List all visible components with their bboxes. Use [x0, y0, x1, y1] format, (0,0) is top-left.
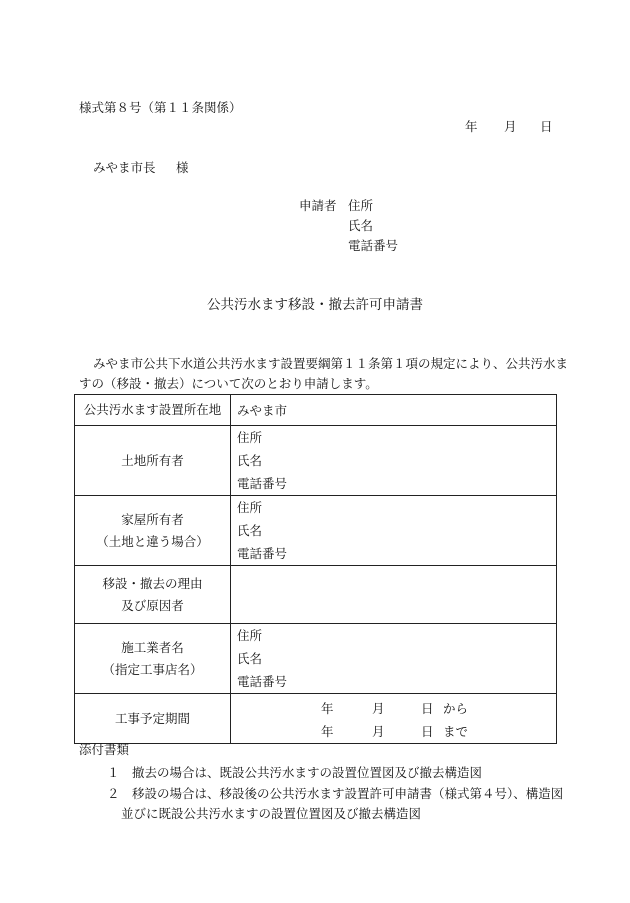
table-row-contractor [75, 624, 557, 694]
period-label: 工事予定期間 [75, 694, 231, 744]
house-owner-label-line-2: （土地と違う場合） [96, 533, 209, 549]
house-owner-phone-label: 電話番号 [237, 546, 288, 561]
location-label: 公共汚水ます設置所在地 [75, 395, 231, 426]
date-day-label: 日 [540, 119, 553, 134]
attachment-item-2-line-1: ２ 移設の場合は、移設後の公共汚水ます設置許可申請書（様式第４号）、構造図 [107, 786, 564, 801]
period-from-day: 日 [421, 700, 434, 716]
period-to-month: 月 [372, 723, 385, 739]
date-month-label: 月 [504, 119, 517, 134]
date-year-label: 年 [465, 119, 478, 134]
reason-label [75, 566, 231, 624]
house-owner-name-label: 氏名 [237, 523, 263, 538]
house-owner-label-line-1: 家屋所有者 [121, 511, 184, 527]
applicant-title: 申請者 [299, 198, 337, 213]
house-owner-field[interactable] [231, 496, 557, 566]
attachments-heading: 添付書類 [79, 742, 130, 757]
reason-field[interactable] [231, 566, 557, 624]
addressee-honorific: 様 [176, 160, 189, 175]
contractor-address-label: 住所 [237, 628, 263, 643]
period-from-year: 年 [321, 700, 334, 716]
house-owner-address-label: 住所 [237, 500, 263, 515]
period-to-line [231, 719, 556, 742]
applicant-name-label: 氏名 [348, 218, 374, 233]
applicant-phone-label: 電話番号 [348, 238, 399, 253]
period-to-suffix: まで [443, 723, 469, 739]
period-from-line [231, 696, 556, 719]
period-to-day: 日 [421, 723, 434, 739]
table-row-land-owner [75, 426, 557, 496]
intro-line-1: みやま市公共下水道公共汚水ます設置要綱第１１条第１項の規定により、公共汚水ま [93, 356, 569, 371]
contractor-name-label: 氏名 [237, 651, 263, 666]
land-owner-field[interactable] [231, 426, 557, 496]
attachment-item-1: １ 撤去の場合は、既設公共汚水ますの設置位置図及び撤去構造図 [107, 765, 483, 780]
contractor-field[interactable] [231, 624, 557, 694]
land-owner-name-label: 氏名 [237, 453, 263, 468]
table-row-location [75, 395, 557, 426]
attachment-item-2-line-2: 並びに既設公共汚水ますの設置位置図及び撤去構造図 [121, 806, 422, 821]
intro-line-2: すの（移設・撤去）について次のとおり申請します。 [79, 376, 378, 391]
period-from-suffix: から [443, 700, 469, 716]
table-row-period [75, 694, 557, 744]
table-row-house-owner [75, 496, 557, 566]
reason-label-line-1: 移設・撤去の理由 [102, 575, 203, 591]
application-table [74, 394, 557, 744]
table-row-reason [75, 566, 557, 624]
period-from-month: 月 [372, 700, 385, 716]
applicant-address-label: 住所 [348, 198, 374, 213]
form-number: 様式第８号（第１１条関係） [79, 100, 242, 115]
period-field[interactable] [231, 694, 557, 744]
period-to-year: 年 [321, 723, 334, 739]
land-owner-label: 土地所有者 [75, 426, 231, 496]
contractor-label-line-2: （指定工事店名） [102, 661, 203, 677]
house-owner-label [75, 496, 231, 566]
land-owner-phone-label: 電話番号 [237, 476, 288, 491]
document-title: 公共汚水ます移設・撤去許可申請書 [207, 297, 423, 313]
location-value[interactable]: みやま市 [231, 395, 557, 426]
addressee-name: みやま市長 [93, 160, 156, 175]
reason-label-line-2: 及び原因者 [121, 597, 184, 613]
contractor-phone-label: 電話番号 [237, 674, 288, 689]
contractor-label-line-1: 施工業者名 [121, 639, 184, 655]
land-owner-address-label: 住所 [237, 430, 263, 445]
contractor-label [75, 624, 231, 694]
